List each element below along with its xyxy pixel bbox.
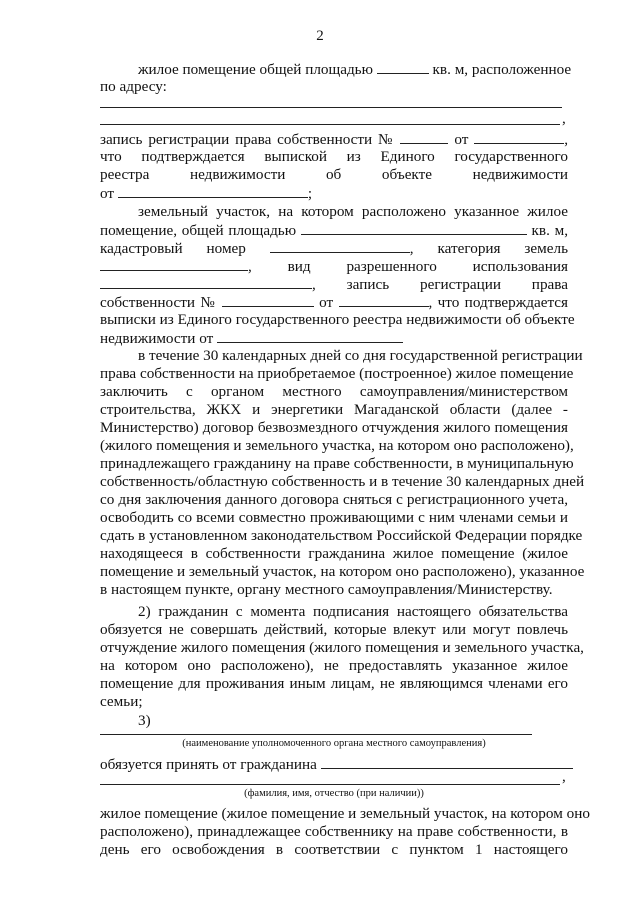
para3-line: день его освобождения в соответствии с пунктом 1 настоящего — [100, 841, 568, 858]
land-registration-date-blank[interactable] — [339, 293, 429, 307]
para2-line: помещение для проживания иным лицам, не являющимся членами его — [100, 675, 568, 692]
extract-date-blank[interactable] — [118, 184, 308, 198]
b1-line8: от ; — [100, 185, 313, 202]
b1-line2: по адресу: — [100, 78, 167, 95]
para2-line: на котором оно расположено), не предоставлять указанное жилое — [100, 657, 568, 674]
accept-line: обязуется принять от гражданина — [100, 755, 568, 772]
document-page: 2 жилое помещение общей площадью кв. м, расположенное по адресу: , запись регистрации права собственности № от , что подтверждается выпиской из Единого государственного реестра недвижимости об объекте недвижимости от ; земельный участок, на котором расположено указанное жилое помещение, общей площадью кв. м, кадастровый номер , категория земель , вид разрешенного использования , запись регистрации права собственности № от , что подтверждается выписки из Единого государственного реестра недвижимости об объекте недвижимости от в течение 30 календарных дней со дня государственной регистрации права собственности на приобретаемое (построенное) жилое помещение заключить с органом местного самоуправления/министерством строительства, ЖКХ и энергетики Магаданской области (далее - Министерство) договор безвозмездного отчуждения жилого помещения (жилого помещения и земельного участка, на котором оно расположено), принадлежащего гражданину на праве собственности, в муниципальную собственность/областную собственность и в течение 30 календарных дней со дня заключения данного договора сняться с регистрационного учета, освободить со всеми совместно проживающими с ним членами семьи и сдать в установленном законодательством Российской Федерации порядке находящееся в собственности гражданина жилое помещение (жилое помещение и земельный участок, на котором оно расположено), указанное в настоящем пункте, органу местного самоуправления/Министерству. 2) гражданин с момента подписания настоящего обязательства обязуется не совершать действий, которые влекут или могут повлечь отчуждение жилого помещения (жилого помещения и земельного участка, на котором оно расположено), не предоставлять указанное жилое помещение для проживания иным лицам, не являющимся членами его семьи; 3) (наименование уполномоченного органа местного самоуправления) обязуется принять от гражданина , (фамилия, имя, отчество (при наличии)) жилое помещение (жилое помещение и земельный участок, на котором оно расположено), принадлежащее собственнику на праве собственности, в день его освобождения в соответствии с пунктом 1 настоящего — [0, 0, 640, 905]
para1-line: права собственности на приобретаемое (построенное) жилое помещение — [100, 365, 574, 382]
area-blank[interactable] — [377, 60, 429, 74]
registration-number-blank[interactable] — [400, 130, 448, 144]
citizen-name-line-2[interactable] — [100, 784, 560, 785]
b2-line3: кадастровый номер , категория земель — [100, 240, 569, 257]
b2-line5: , запись регистрации права — [100, 275, 568, 292]
authority-name-line[interactable] — [100, 734, 532, 735]
b2-line6: собственности № от , что подтверждается — [100, 294, 569, 311]
land-extract-date-blank[interactable] — [217, 329, 403, 343]
b2-line7: выписки из Единого государственного реестра недвижимости об объекте — [100, 311, 575, 328]
permitted-use-blank[interactable] — [100, 275, 312, 289]
para3-line: жилое помещение (жилое помещение и земельный участок, на котором оно — [100, 805, 590, 822]
para1-line: принадлежащего гражданину на праве собственности, в муниципальную — [100, 455, 574, 472]
registration-date-blank[interactable] — [474, 130, 564, 144]
para1-line: со дня заключения данного договора сняться с регистрационного учета, — [100, 491, 568, 508]
para1-line: собственность/областную собственность и в течение 30 календарных дней — [100, 473, 585, 490]
citizen-name-blank[interactable] — [321, 755, 573, 769]
land-category-blank[interactable] — [100, 257, 248, 271]
page-number: 2 — [316, 28, 324, 44]
cadastral-number-blank[interactable] — [270, 239, 410, 253]
land-registration-number-blank[interactable] — [222, 293, 314, 307]
para1-line: Министерство) договор безвозмездного отчуждения жилого помещения — [100, 419, 568, 436]
para2-line: семьи; — [100, 693, 143, 710]
b1-line5: запись регистрации права собственности № от , — [100, 131, 568, 148]
para2-line: отчуждение жилого помещения (жилого помещения и земельного участка, — [100, 639, 584, 656]
b2-line1: земельный участок, на котором расположено указанное жилое — [138, 203, 568, 220]
para1-line: помещение и земельный участок, на котором оно расположено), указанное — [100, 563, 585, 580]
para1-line: заключить с органом местного самоуправления/министерством — [100, 383, 568, 400]
land-area-blank[interactable] — [301, 221, 527, 235]
para1-line: сдать в установленном законодательством Российской Федерации порядке — [100, 527, 583, 544]
para2-line: 2) гражданин с момента подписания настоящего обязательства — [138, 603, 568, 620]
b1-line1: жилое помещение общей площадью кв. м, расположенное — [138, 61, 572, 78]
para2-line: обязуется не совершать действий, которые влекут или могут повлечь — [100, 621, 568, 638]
address-line-1[interactable] — [100, 107, 562, 108]
b1-line7: реестра недвижимости об объекте недвижимости — [100, 166, 568, 183]
para1-line: освободить со всеми совместно проживающими с ним членами семьи и — [100, 509, 568, 526]
address-line-2[interactable] — [100, 124, 560, 125]
b2-line4: , вид разрешенного использования — [100, 257, 568, 274]
para1-line: строительства, ЖКХ и энергетики Магаданской области (далее - — [100, 401, 568, 418]
b1-line6: что подтверждается выпиской из Единого государственного — [100, 148, 568, 165]
b2-line2: помещение, общей площадью кв. м, — [100, 222, 568, 239]
para3-line: расположено), принадлежащее собственнику на праве собственности, в — [100, 823, 568, 840]
para1-line: (жилого помещения и земельного участка, на котором оно расположено), — [100, 437, 574, 454]
citizen-caption: (фамилия, имя, отчество (при наличии)) — [244, 788, 424, 799]
para1-line: находящееся в собственности гражданина жилое помещение (жилое — [100, 545, 568, 562]
authority-caption: (наименование уполномоченного органа местного самоуправления) — [182, 738, 486, 749]
para1-line: в настоящем пункте, органу местного самоуправления/Министерству. — [100, 581, 553, 598]
b2-line8: недвижимости от — [100, 329, 568, 346]
para1-line: в течение 30 календарных дней со дня государственной регистрации — [138, 347, 583, 364]
item3-label: 3) — [138, 712, 151, 729]
